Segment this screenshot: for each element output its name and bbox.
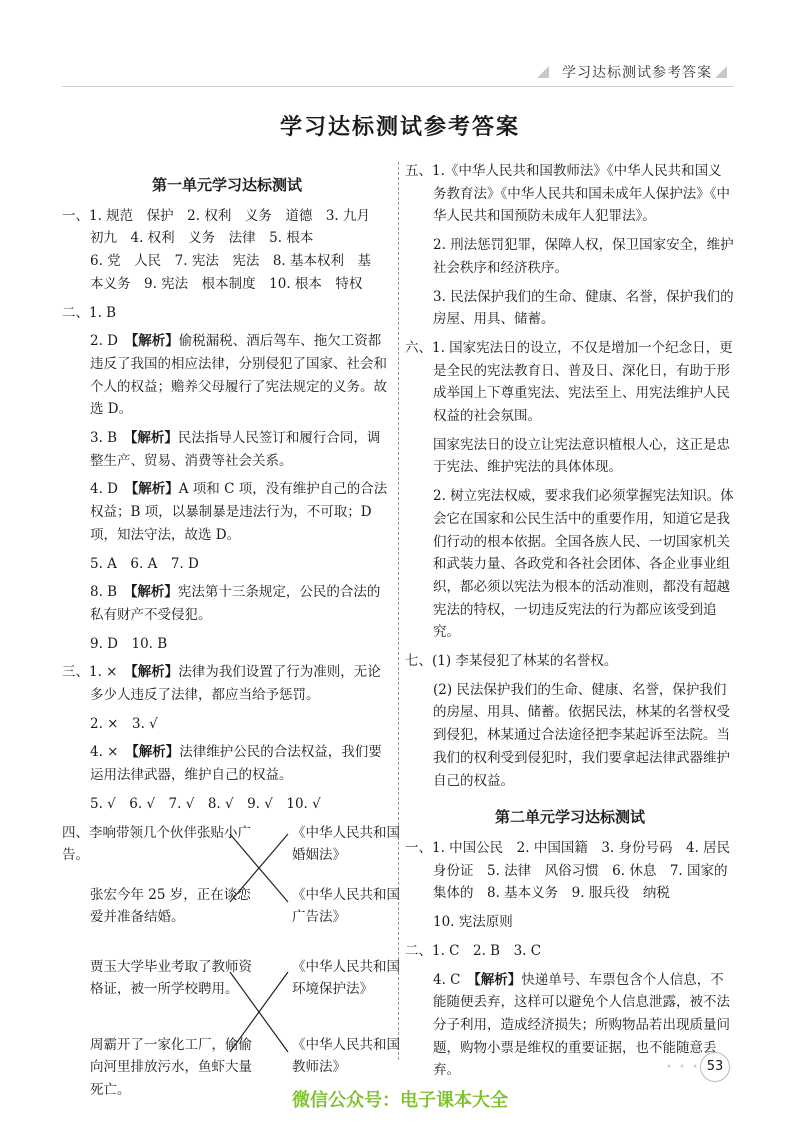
answer-item: (2) 民法保护我们的生命、健康、名誉，保护我们的房屋、用具、储蓄。依据民法，林某的名誉权受到侵犯，林某通过合法途径把李某起诉至法院。当我们的权利受到侵犯时，我们要拿起法律武器维护自己的权益。 <box>433 681 730 789</box>
right-column <box>405 160 742 1088</box>
header-decoration-left <box>537 66 549 78</box>
analysis-text: A 项和 C 项，没有维护自己的合法权益；B 项，以暴制暴是违法行为，不可取；D 项，知法守法，故选 D。 <box>90 481 388 543</box>
answer-item: 2. 树立宪法权威，要求我们必须掌握宪法知识。体会它在国家和公民生活中的重要作用，知道它是我们行动的根本依据。全国各族人民、一切国家机关和武装力量、各政党和各社会团体、各企业事业组织，都必须以宪法为根本的活动准则，都没有超越宪法的特权，一切违反宪法的行为都应该受到追究。 <box>433 488 734 641</box>
answer-line: 5. √ 6. √ 7. √ 8. √ 9. √ 10. √ <box>90 795 321 812</box>
analysis-text: 偷税漏税、酒后驾车、拖欠工资都违反了我国的相应法律，分别侵犯了国家、社会和个人的权益；赡养父母履行了宪法规定的义务。故选 D。 <box>90 333 387 418</box>
answer-number: 三、1. × <box>62 664 131 681</box>
match-left-item: 周霸开了一家化工厂，偷偷向河里排放污水，鱼虾大量死亡。 <box>90 1036 252 1098</box>
analysis-tag: 【解析】 <box>130 430 178 447</box>
matching-lines <box>62 822 392 1092</box>
match-left-item: 四、李响带领几个伙伴张贴小广告。 <box>62 824 251 864</box>
answer-item: 2. 刑法惩罚犯罪，保障人权，保卫国家安全，维护社会秩序和经济秩序。 <box>433 237 734 276</box>
analysis-text: 民法指导人民签订和履行合同，调整生产、贸易、消费等社会关系。 <box>90 430 381 469</box>
answer-number: 4. C <box>433 971 475 988</box>
answer-number: 4. × <box>90 744 132 761</box>
answer-line: 5. A 6. A 7. D <box>90 555 199 572</box>
answer-line: 6. 党 人民 7. 宪法 宪法 8. 基本权利 基 <box>90 253 372 270</box>
answer-item: 五、1.《中华人民共和国教师法》《中华人民共和国义务教育法》《中华人民共和国未成年人保护法》《中华人民共和国预防未成年人犯罪法》。 <box>405 163 730 225</box>
analysis-text: 法律维护公民的合法权益，我们要运用法律武器，维护自己的权益。 <box>90 744 382 784</box>
answer-item <box>62 478 392 546</box>
running-header: 学习达标测试参考答案 <box>562 65 712 81</box>
answer-item: 国家宪法日的设立让宪法意识植根人心，这正是忠于宪法、维护宪法的具体体现。 <box>433 436 730 476</box>
answer-item: 六、1. 国家宪法日的设立，不仅是增加一个纪念日，更是全民的宪法教育日、普及日、深化日，有助于形成举国上下尊重宪法、宪法至上、用宪法维护人民权益的社会氛围。 <box>405 339 733 425</box>
answer-block-q1 <box>62 205 392 296</box>
analysis-tag: 【解析】 <box>130 584 178 601</box>
left-column <box>62 170 400 1098</box>
page-title: 学习达标测试参考答案 <box>279 115 520 140</box>
answer-line: 二、1. C 2. B 3. C <box>405 942 542 959</box>
answer-line: 初九 4. 权利 义务 法律 5. 根本 <box>90 230 314 247</box>
page-number: 53 <box>700 1052 730 1082</box>
answer-item <box>62 427 392 472</box>
analysis-text: 快递单号、车票包含个人信息，不能随便丢弃，这样可以避免个人信息泄露，被不法分子利用，造成经济损失；所购物品若出现质量问题，购物小票是维权的重要证据，也不能随意丢弃。 <box>433 971 730 1079</box>
answer-line: 10. 宪法原则 <box>433 914 513 931</box>
header-decoration-right <box>715 66 727 78</box>
analysis-tag: 【解析】 <box>131 744 180 761</box>
answer-item <box>62 581 392 626</box>
match-left-item: 张宏今年 25 岁，正在谈恋爱并准备结婚。 <box>90 886 251 926</box>
answer-line: 一、1. 规范 保护 2. 权利 义务 道德 3. 九月 <box>62 207 371 224</box>
question-number: 四、 <box>62 824 89 841</box>
answer-line: 本义务 9. 宪法 根本制度 10. 根本 特权 <box>90 275 363 292</box>
answer-number: 2. D <box>90 333 132 350</box>
match-left-item: 贾玉大学毕业考取了教师资格证，被一所学校聘用。 <box>90 958 252 998</box>
analysis-text: 宪法第十三条规定，公民的合法的私有财产不受侵犯。 <box>90 584 381 623</box>
footer-watermark: 微信公众号：电子课本大全 <box>292 1090 508 1111</box>
page-number-decoration: • • • <box>665 1062 700 1073</box>
matching-question <box>62 822 400 1098</box>
answer-line: 2. × 3. √ <box>90 715 158 732</box>
answer-item: 3. 民法保护我们的生命、健康、名誉，保护我们的房屋、用具、储蓄。 <box>433 288 734 328</box>
analysis-text: 法律为我们设置了行为准则，无论多少人违反了法律，都应当给予惩罚。 <box>90 664 381 704</box>
analysis-tag: 【解析】 <box>131 481 179 498</box>
match-right-item: 《中华人民共和国环境保护法》 <box>292 958 400 998</box>
answer-line: 9. D 10. B <box>90 635 168 652</box>
section-title-unit2: 第二单元学习达标测试 <box>494 808 645 827</box>
match-right-item: 《中华人民共和国广告法》 <box>292 886 400 926</box>
answer-item <box>62 741 392 786</box>
answer-number: 4. D <box>90 481 132 498</box>
match-right-item: 《中华人民共和国教师法》 <box>292 1036 400 1076</box>
answer-line: 二、1. B <box>62 304 117 321</box>
analysis-tag: 【解析】 <box>474 971 522 988</box>
match-right-item: 《中华人民共和国婚姻法》 <box>292 824 400 864</box>
answer-item <box>62 661 392 706</box>
answer-number: 3. B <box>90 430 131 447</box>
answer-item: 一、1. 中国公民 2. 中国国籍 3. 身份号码 4. 居民身份证 5. 法律 风俗习惯 6. 休息 7. 国家的 集体的 8. 基本义务 9. 服兵役 纳税 <box>405 839 742 902</box>
answer-item: 七、(1) 李某侵犯了林某的名誉权。 <box>405 653 618 670</box>
header-rule <box>62 86 734 87</box>
analysis-tag: 【解析】 <box>130 664 179 681</box>
answer-item <box>62 330 392 421</box>
section-title-unit1: 第一单元学习达标测试 <box>151 176 302 194</box>
analysis-tag: 【解析】 <box>131 333 179 350</box>
answer-number: 8. B <box>90 584 131 601</box>
